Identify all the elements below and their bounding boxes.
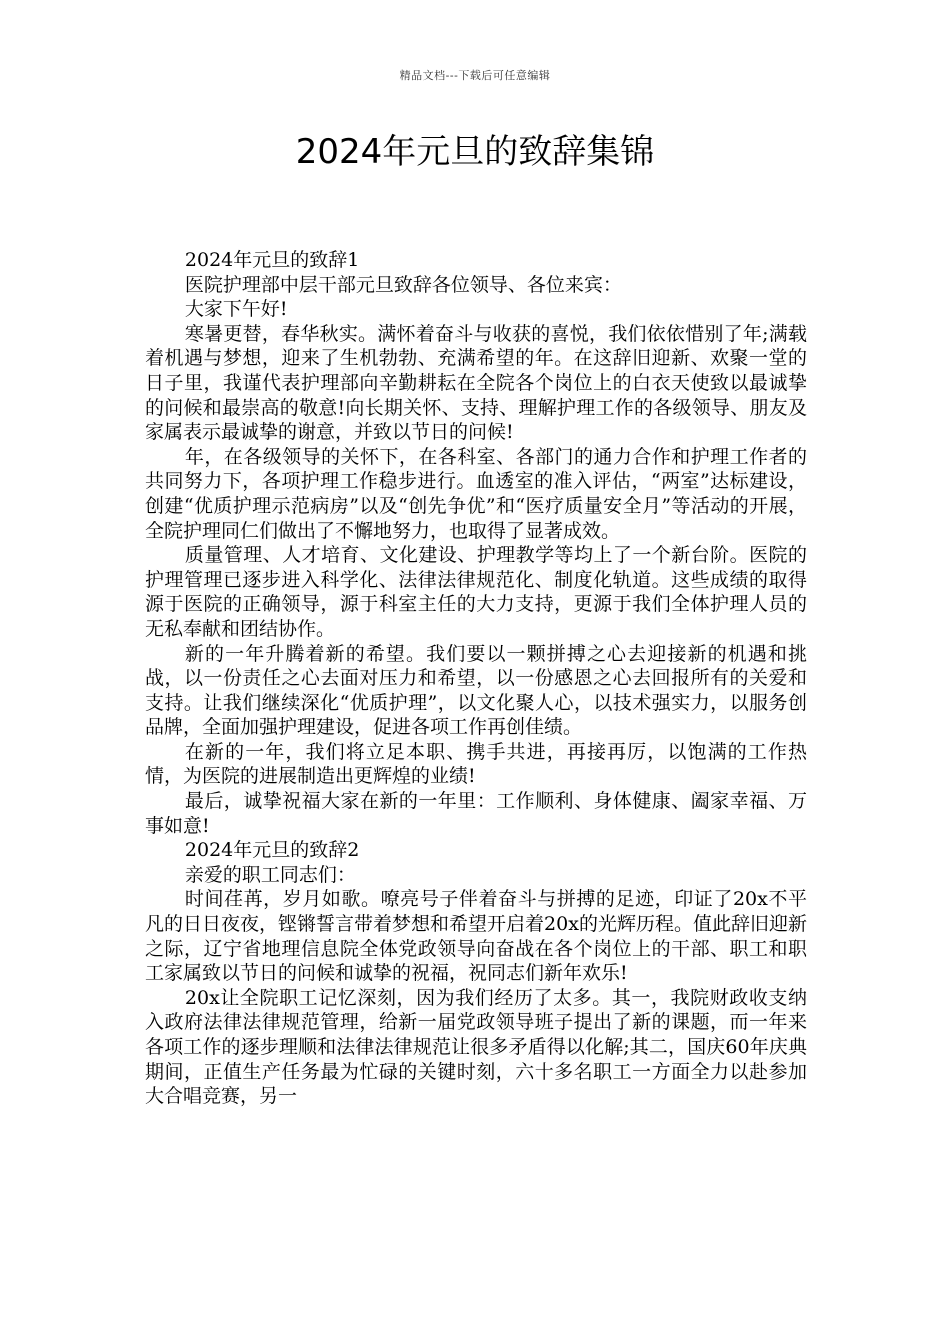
salutation-line: 医院护理部中层干部元旦致辞各位领导、各位来宾：	[184, 273, 622, 296]
body-paragraph: 20x让全院职工记忆深刻，因为我们经历了太多。其一，我院财政收支纳入政府法律法律规范管理，给新一届党政领导班子提出了新的课题，而一年来各项工作的逐步理顺和法律法律规范让很多矛盾得以化解;其二，国庆60年庆典期间，正值生产任务最为忙碌的关键时刻，六十多名职工一方面全力以赴参加大合唱竞赛，另一	[145, 986, 807, 1108]
section-heading-1: 2024年元旦的致辞1	[184, 249, 360, 271]
body-paragraph: 寒暑更替，春华秋实。满怀着奋斗与收获的喜悦，我们依依惜别了年;满载着机遇与梦想，迎来了生机勃勃、充满希望的年。在这辞旧迎新、欢聚一堂的日子里，我谨代表护理部向辛勤耕耘在全院各个岗位上的白衣天使致以最诚挚的问候和最崇高的敬意!向长期关怀、支持、理解护理工作的各级领导、朋友及家属表示最诚挚的谢意，并致以节日的问候!	[145, 322, 807, 444]
greeting-line: 大家下午好!	[184, 298, 288, 321]
header-note: 精品文档---下载后可任意编辑	[399, 69, 551, 82]
body-paragraph: 时间荏苒，岁月如歌。嘹亮号子伴着奋斗与拼搏的足迹，印证了20x不平凡的日日夜夜，铿锵誓言带着梦想和希望开启着20x的光辉历程。值此辞旧迎新之际，辽宁省地理信息院全体党政领导向奋战在各个岗位上的干部、职工和职工家属致以节日的问候和诚挚的祝福，祝同志们新年欢乐!	[145, 888, 807, 985]
body-paragraph: 新的一年升腾着新的希望。我们要以一颗拼搏之心去迎接新的机遇和挑战，以一份责任之心去面对压力和希望，以一份感恩之心去回报所有的关爱和支持。让我们继续深化“优质护理”，以文化聚人心，以技术强实力，以服务创品牌，全面加强护理建设，促进各项工作再创佳绩。	[145, 642, 807, 739]
body-paragraph: 年，在各级领导的关怀下，在各科室、各部门的通力合作和护理工作者的共同努力下，各项护理工作稳步进行。血透室的准入评估，“两室”达标建设，创建“优质护理示范病房”以及“创先争优”和“医疗质量安全月”等活动的开展，全院护理同仁们做出了不懈地努力，也取得了显著成效。	[145, 445, 807, 542]
salutation-line: 亲爱的职工同志们：	[184, 863, 356, 886]
body-paragraph: 最后，诚挚祝福大家在新的一年里：工作顺利、身体健康、阖家幸福、万事如意!	[145, 790, 807, 837]
body-paragraph: 质量管理、人才培育、文化建设、护理教学等均上了一个新台阶。医院的护理管理已逐步进入科学化、法律法律规范化、制度化轨道。这些成绩的取得源于医院的正确领导，源于科室主任的大力支持，更源于我们全体护理人员的无私奉献和团结协作。	[145, 544, 807, 640]
section-heading-2: 2024年元旦的致辞2	[184, 839, 360, 862]
document-body	[145, 248, 807, 1109]
document-title: 2024年元旦的致辞集锦	[295, 132, 655, 172]
body-paragraph: 在新的一年，我们将立足本职、携手共进，再接再厉，以饱满的工作热情，为医院的进展制造出更辉煌的业绩!	[145, 740, 807, 788]
